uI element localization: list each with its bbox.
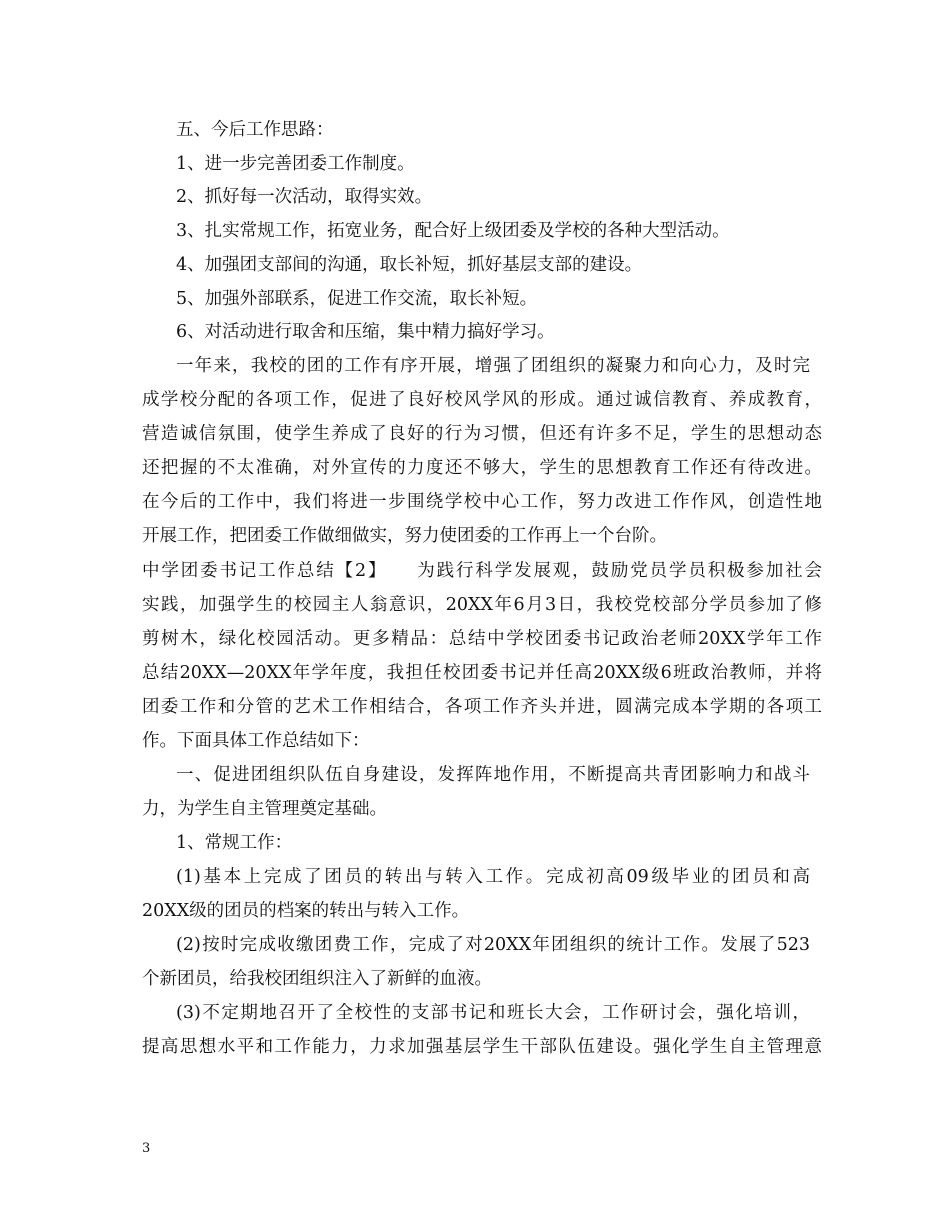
text-line: 成学校分配的各项工作，促进了良好校风学风的形成。通过诚信教育、养成教育，: [142, 390, 822, 410]
text-line: 1、常规工作：: [176, 833, 293, 853]
text-line: 提高思想水平和工作能力，力求加强基层学生干部队伍建设。强化学生自主管理意: [142, 1037, 822, 1057]
text-line: 3、扎实常规工作，拓宽业务，配合好上级团委及学校的各种大型活动。: [176, 221, 730, 241]
text-line: 实践，加强学生的校园主人翁意识，20XX年6月3日，我校党校部分学员参加了修: [142, 595, 822, 615]
text-line: 总结20XX—20XX年学年度，我担任校团委书记并任高20XX级6班政治教师，并将: [142, 663, 822, 683]
text-line: 团委工作和分管的艺术工作相结合，各项工作齐头并进，圆满完成本学期的各项工: [142, 697, 822, 717]
text-line: 5、加强外部联系，促进工作交流，取长补短。: [176, 289, 538, 309]
text-line: 20XX级的团员的档案的转出与转入工作。: [142, 901, 470, 921]
text-line: 开展工作，把团委工作做细做实，努力使团委的工作再上一个台阶。: [142, 526, 667, 546]
text-line: 还把握的不太准确，对外宣传的力度还不够大，学生的思想教育工作还有待改进。: [142, 458, 822, 478]
text-line: 一年来，我校的团的工作有序开展，增强了团组织的凝聚力和向心力，及时完: [176, 356, 810, 376]
page-number: 3: [142, 1141, 151, 1156]
text-line: 剪树木，绿化校园活动。更多精品：总结中学校团委书记政治老师20XX学年工作: [142, 629, 822, 649]
text-line: 2、抓好每一次活动，取得实效。: [176, 187, 433, 207]
text-line: 作。下面具体工作总结如下：: [142, 731, 370, 751]
text-line: 1、进一步完善团委工作制度。: [176, 154, 415, 174]
text-line: (3)不定期地召开了全校性的支部书记和班长大会，工作研讨会，强化培训，: [176, 1003, 810, 1023]
text-line: 个新团员，给我校团组织注入了新鲜的血液。: [142, 969, 492, 989]
text-line: (2)按时完成收缴团费工作，完成了对20XX年团组织的统计工作。发展了523: [176, 935, 810, 955]
text-line: 五、今后工作思路：: [176, 120, 334, 140]
text-line: (1)基本上完成了团员的转出与转入工作。完成初高09级毕业的团员和高: [176, 867, 810, 887]
text-line: 4、加强团支部间的沟通，取长补短，抓好基层支部的建设。: [176, 255, 643, 275]
text-line: 中学团委书记工作总结【2】 为践行科学发展观，鼓励党员学员积极参加社会: [142, 561, 822, 581]
text-line: 在今后的工作中，我们将进一步围绕学校中心工作，努力改进工作作风，创造性地: [142, 492, 822, 512]
text-line: 一、促进团组织队伍自身建设，发挥阵地作用，不断提高共青团影响力和战斗: [176, 765, 810, 785]
text-line: 6、对活动进行取舍和压缩，集中精力搞好学习。: [176, 322, 555, 342]
text-line: 营造诚信氛围，使学生养成了良好的行为习惯，但还有许多不足，学生的思想动态: [142, 424, 822, 444]
text-line: 力，为学生自主管理奠定基础。: [142, 799, 387, 819]
